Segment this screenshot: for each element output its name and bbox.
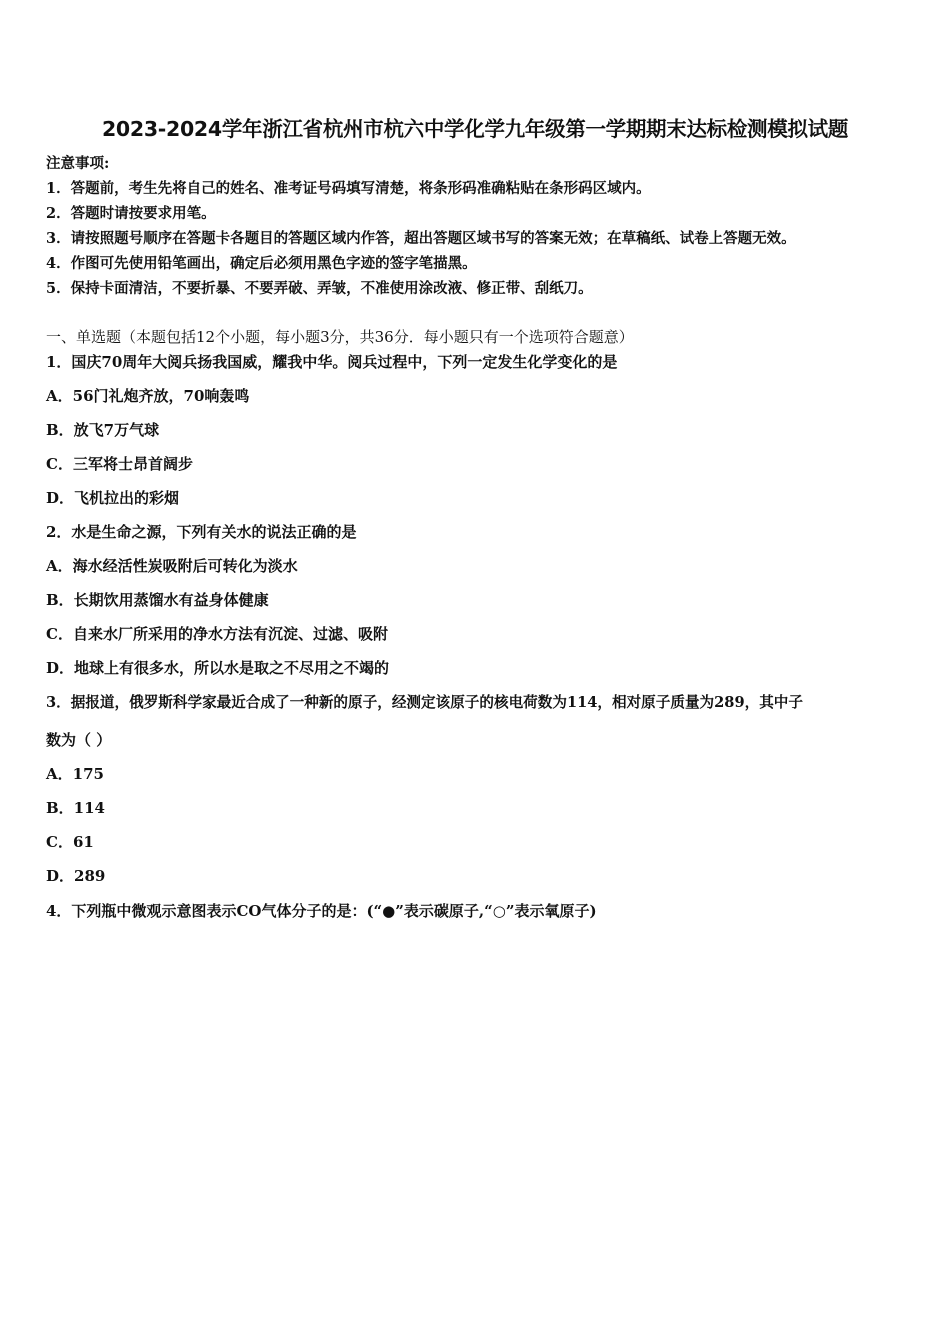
notice-item: 5．保持卡面清洁，不要折暴、不要弄破、弄皱，不准使用涂改液、修正带、刮纸刀。 xyxy=(46,280,593,297)
question-2-option-a: A．海水经活性炭吸附后可转化为淡水 xyxy=(46,557,298,575)
notice-item: 3．请按照题号顺序在答题卡各题目的答题区域内作答，超出答题区域书写的答案无效；在草稿纸、试卷上答题无效。 xyxy=(46,230,796,247)
question-2-option-d: D．地球上有很多水，所以水是取之不尽用之不竭的 xyxy=(46,659,390,677)
notice-heading: 注意事项: xyxy=(46,155,110,172)
question-1-option-b: B．放飞7万气球 xyxy=(46,421,160,439)
notice-item: 1．答题前，考生先将自己的姓名、准考证号码填写清楚，将条形码准确粘贴在条形码区域内。 xyxy=(46,180,651,197)
question-3-option-b: B．114 xyxy=(46,799,105,817)
section-heading: 一、单选题（本题包括12个小题，每小题3分，共36分．每小题只有一个选项符合题意） xyxy=(46,328,634,346)
question-4-stem: 4．下列瓶中微观示意图表示CO气体分子的是：(“●”表示碳原子,“○”表示氧原子) xyxy=(46,902,597,920)
page-title: 2023-2024学年浙江省杭州市杭六中学化学九年级第一学期期末达标检测模拟试题 xyxy=(101,117,849,141)
question-2-option-c: C．自来水厂所采用的净水方法有沉淀、过滤、吸附 xyxy=(46,625,388,643)
question-2-option-b: B．长期饮用蒸馏水有益身体健康 xyxy=(46,591,269,609)
notice-item: 4．作图可先使用铅笔画出，确定后必须用黑色字迹的签字笔描黑。 xyxy=(46,255,477,272)
question-1-option-a: A．56门礼炮齐放，70响轰鸣 xyxy=(46,387,250,405)
notice-list xyxy=(46,176,916,301)
question-1-option-d: D．飞机拉出的彩烟 xyxy=(46,489,180,507)
question-1-stem: 1．国庆70周年大阅兵扬我国威，耀我中华。阅兵过程中，下列一定发生化学变化的是 xyxy=(46,353,618,371)
question-3-stem-line1: 3．据报道，俄罗斯科学家最近合成了一种新的原子，经测定该原子的核电荷数为114，相对原子质量为289，其中子 xyxy=(46,694,803,711)
question-3-option-c: C．61 xyxy=(46,833,94,851)
question-2-stem: 2．水是生命之源，下列有关水的说法正确的是 xyxy=(46,523,357,541)
notice-item: 2．答题时请按要求用笔。 xyxy=(46,205,216,222)
question-3-stem-line2: 数为（ ） xyxy=(46,731,112,749)
question-3-option-d: D．289 xyxy=(46,867,106,885)
question-3-option-a: A．175 xyxy=(46,765,104,783)
question-1-option-c: C．三军将士昂首阔步 xyxy=(46,455,193,473)
